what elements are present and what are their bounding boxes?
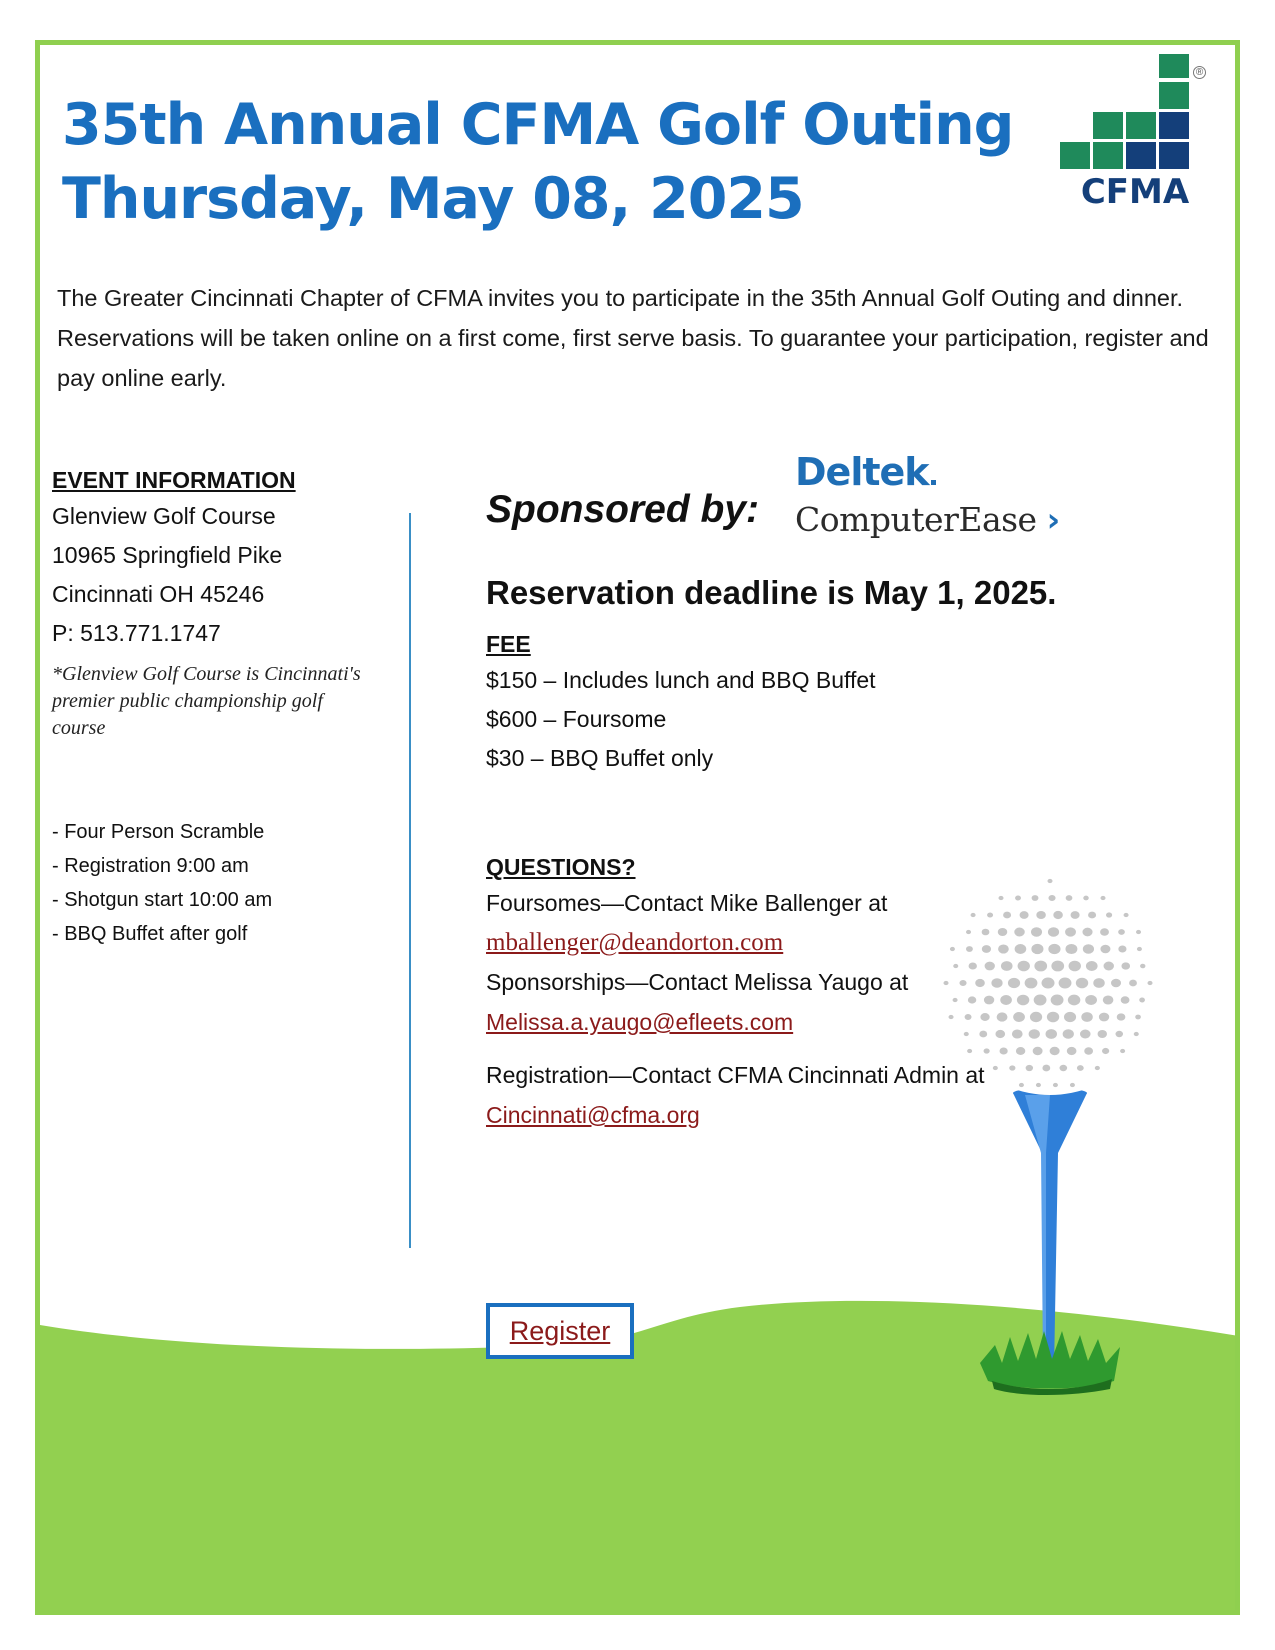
- register-button-label[interactable]: Register: [509, 1315, 611, 1346]
- ball-dimple: [1095, 1066, 1100, 1070]
- ball-dimple: [1051, 961, 1064, 972]
- ball-dimple: [1065, 927, 1076, 936]
- logo-square: [1159, 54, 1189, 78]
- logo-square: [1159, 142, 1189, 169]
- ball-dimple: [1118, 946, 1126, 953]
- ball-dimple: [1070, 1083, 1075, 1087]
- ball-dimple: [1048, 944, 1060, 954]
- logo-square: [1060, 142, 1090, 169]
- ball-dimple: [1101, 896, 1106, 900]
- logo-square: [1159, 112, 1189, 139]
- title-line-1: 35th Annual CFMA Golf Outing: [62, 92, 1014, 158]
- ball-dimple: [1100, 928, 1109, 936]
- ball-dimple: [1083, 896, 1089, 901]
- foursomes-email-link[interactable]: mballenger@deandorton.com: [486, 929, 784, 956]
- ball-dimple: [1060, 1065, 1068, 1072]
- ball-dimple: [1050, 1047, 1060, 1056]
- schedule-item: - Registration 9:00 am: [52, 855, 249, 877]
- ball-dimple: [1118, 929, 1125, 935]
- ball-dimple: [1106, 912, 1112, 917]
- chevron-right-icon: ›: [1046, 500, 1060, 539]
- sponsor-logo-computerease: [795, 500, 1060, 539]
- ball-dimple: [1098, 1030, 1107, 1038]
- ball-dimple: [1063, 1029, 1074, 1039]
- sponsor-logo-deltek: [795, 450, 936, 494]
- venue-note: *Glenview Golf Course is Cincinnati's premier public championship golf course: [52, 663, 361, 739]
- ball-dimple: [1129, 980, 1137, 987]
- ball-dimple: [1088, 912, 1096, 919]
- ball-dimple: [1068, 995, 1081, 1006]
- registered-mark-icon: ®: [1193, 66, 1206, 79]
- ball-dimple: [1099, 1013, 1109, 1022]
- intro-paragraph: The Greater Cincinnati Chapter of CFMA invites you to participate in the 35th Annual Golf Outing and dinner. Reservations will be taken online on a first come, first serve basis. To guarantee your participation, register and pay online early.: [57, 285, 1209, 391]
- ball-dimple: [1104, 962, 1114, 971]
- ball-dimple: [1048, 927, 1059, 937]
- ball-dimple: [1047, 1012, 1059, 1023]
- title-line-2: Thursday, May 08, 2025: [62, 166, 804, 232]
- ball-dimple: [1136, 930, 1141, 934]
- ball-dimple: [1134, 1032, 1139, 1036]
- column-divider: [409, 513, 411, 1248]
- ball-dimple: [1124, 913, 1129, 917]
- sponsored-by-label: Sponsored by:: [486, 488, 760, 531]
- ball-dimple: [1117, 1013, 1126, 1020]
- ball-dimple: [1059, 978, 1072, 989]
- logo-wordmark: CFMA: [1080, 172, 1190, 212]
- reservation-deadline: Reservation deadline is May 1, 2025.: [486, 574, 1057, 611]
- ball-dimple: [1053, 911, 1063, 919]
- ball-dimple: [1111, 979, 1121, 988]
- ball-dimple: [1065, 944, 1077, 954]
- sponsor-name-line-2: ComputerEase: [795, 500, 1037, 539]
- ball-dimple: [1053, 1083, 1058, 1087]
- logo-square: [1093, 142, 1123, 169]
- sponsorships-contact: Sponsorships—Contact Melissa Yaugo at: [486, 969, 909, 995]
- ball-dimple: [1046, 1029, 1057, 1039]
- event-info-heading: EVENT INFORMATION: [52, 467, 296, 493]
- ball-dimple: [1080, 1030, 1091, 1039]
- ball-dimple: [1093, 978, 1104, 988]
- ball-dimple: [1083, 944, 1094, 954]
- ball-dimple: [1139, 998, 1145, 1003]
- ball-dimple: [1081, 1012, 1092, 1022]
- ball-dimple: [1048, 895, 1055, 901]
- schedule-item: - Four Person Scramble: [52, 821, 265, 843]
- sponsorships-email-link[interactable]: Melissa.a.yaugo@efleets.com: [486, 1009, 794, 1035]
- ball-dimple: [1077, 1065, 1084, 1071]
- ball-dimple: [1137, 947, 1142, 951]
- fee-and-questions: [486, 627, 1046, 1135]
- ball-dimple: [1085, 995, 1097, 1005]
- fee-item: $150 – Includes lunch and BBQ Buffet: [486, 667, 876, 693]
- registration-contact: Registration—Contact CFMA Cincinnati Admin at: [486, 1062, 985, 1088]
- fee-item: $30 – BBQ Buffet only: [486, 745, 714, 771]
- venue-name: Glenview Golf Course: [52, 503, 276, 529]
- phone-number: P: 513.771.1747: [52, 620, 221, 646]
- event-information: [52, 463, 372, 742]
- ball-dimple: [1120, 1049, 1125, 1053]
- logo-square: [1093, 112, 1123, 139]
- ball-dimple: [1082, 928, 1092, 937]
- ball-dimple: [1140, 964, 1145, 969]
- ball-dimple: [1121, 962, 1130, 969]
- foursomes-contact: Foursomes—Contact Mike Ballenger at: [486, 890, 888, 916]
- ball-dimple: [1076, 978, 1088, 989]
- fee-item: $600 – Foursome: [486, 706, 667, 732]
- ball-dimple: [1100, 945, 1110, 954]
- page-title: [62, 88, 1013, 236]
- fee-heading: FEE: [486, 631, 531, 657]
- ball-dimple: [1102, 1048, 1109, 1054]
- ball-dimple: [1064, 1012, 1076, 1022]
- ball-dimple: [1047, 879, 1052, 883]
- sponsor-name-line-1: Deltek: [795, 450, 929, 494]
- ball-dimple: [1067, 1047, 1077, 1055]
- logo-square: [1159, 82, 1189, 109]
- register-button[interactable]: [486, 1303, 634, 1359]
- ball-dimple: [1148, 981, 1153, 985]
- address-line-1: 10965 Springfield Pike: [52, 542, 283, 568]
- deltek-dot-icon: [931, 480, 936, 485]
- ball-dimple: [1086, 961, 1098, 971]
- ball-dimple: [1051, 995, 1064, 1006]
- questions-heading: QUESTIONS?: [486, 854, 636, 880]
- registration-email-link[interactable]: Cincinnati@cfma.org: [486, 1102, 700, 1128]
- ball-dimple: [1135, 1015, 1141, 1020]
- ball-dimple: [1069, 961, 1081, 972]
- ball-dimple: [1071, 911, 1080, 919]
- ball-dimple: [1103, 995, 1114, 1004]
- ball-dimple: [1116, 1031, 1124, 1037]
- ball-dimple: [1121, 996, 1130, 1003]
- address-line-2: Cincinnati OH 45246: [52, 581, 265, 607]
- cfma-logo: [1060, 67, 1210, 212]
- schedule-item: - Shotgun start 10:00 am: [52, 889, 273, 911]
- logo-square: [1126, 112, 1156, 139]
- schedule-item: - BBQ Buffet after golf: [52, 923, 248, 945]
- ball-dimple: [1066, 895, 1073, 901]
- logo-square: [1126, 142, 1156, 169]
- schedule-list: [52, 815, 272, 951]
- ball-dimple: [1084, 1047, 1093, 1054]
